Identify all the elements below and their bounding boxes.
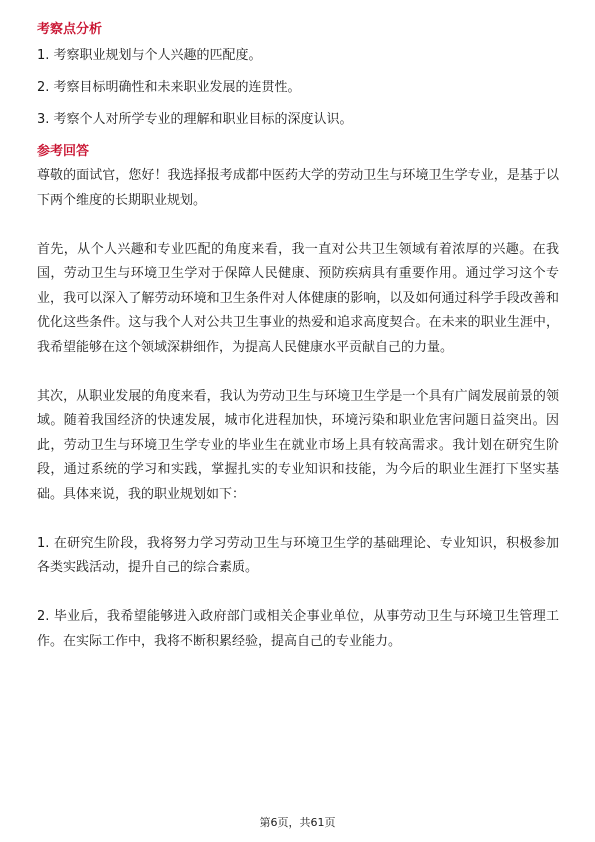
answer-heading: 参考回答 bbox=[37, 144, 90, 159]
answer-paragraph-3: 其次，从职业发展的角度来看，我认为劳动卫生与环境卫生学是一个具有广阔发展前景的领域。随着我国经济的快速发展，城市化进程加快，环境污染和职业危害问题日益突出。因此，劳动卫生与环境卫生学专业的毕业生在就业市场上具有较高需求。我计划在研究生阶段，通过系统的学习和实践，掌握扎实的专业知识和技能，为今后的职业生涯打下坚实基础。具体来说，我的职业规划如下： bbox=[37, 388, 559, 502]
answer-paragraph-4: 1. 在研究生阶段，我将努力学习劳动卫生与环境卫生学的基础理论、专业知识，积极参加各类实践活动，提升自己的综合素质。 bbox=[37, 535, 559, 575]
page-number: 第6页，共61页 bbox=[259, 816, 336, 829]
answer-paragraph-1: 尊敬的面试官，您好！我选择报考成都中医药大学的劳动卫生与环境卫生学专业，是基于以下两个维度的长期职业规划。 bbox=[37, 168, 559, 208]
analysis-point-2: 2. 考察目标明确性和未来职业发展的连贯性。 bbox=[37, 80, 301, 95]
analysis-heading: 考察点分析 bbox=[37, 22, 103, 37]
document-page bbox=[37, 20, 559, 654]
answer-paragraph-2: 首先，从个人兴趣和专业匹配的角度来看，我一直对公共卫生领域有着浓厚的兴趣。在我国，劳动卫生与环境卫生学对于保障人民健康、预防疾病具有重要作用。通过学习这个专业，我可以深入了解劳动环境和卫生条件对人体健康的影响，以及如何通过科学手段改善和优化这些条件。这与我个人对公共卫生事业的热爱和追求高度契合。在未来的职业生涯中，我希望能够在这个领域深耕细作，为提高人民健康水平贡献自己的力量。 bbox=[37, 241, 559, 355]
answer-paragraph-5: 2. 毕业后，我希望能够进入政府部门或相关企事业单位，从事劳动卫生与环境卫生管理工作。在实际工作中，我将不断积累经验，提高自己的专业能力。 bbox=[37, 609, 559, 649]
analysis-point-1: 1. 考察职业规划与个人兴趣的匹配度。 bbox=[37, 48, 262, 63]
analysis-point-3: 3. 考察个人对所学专业的理解和职业目标的深度认识。 bbox=[37, 112, 353, 127]
